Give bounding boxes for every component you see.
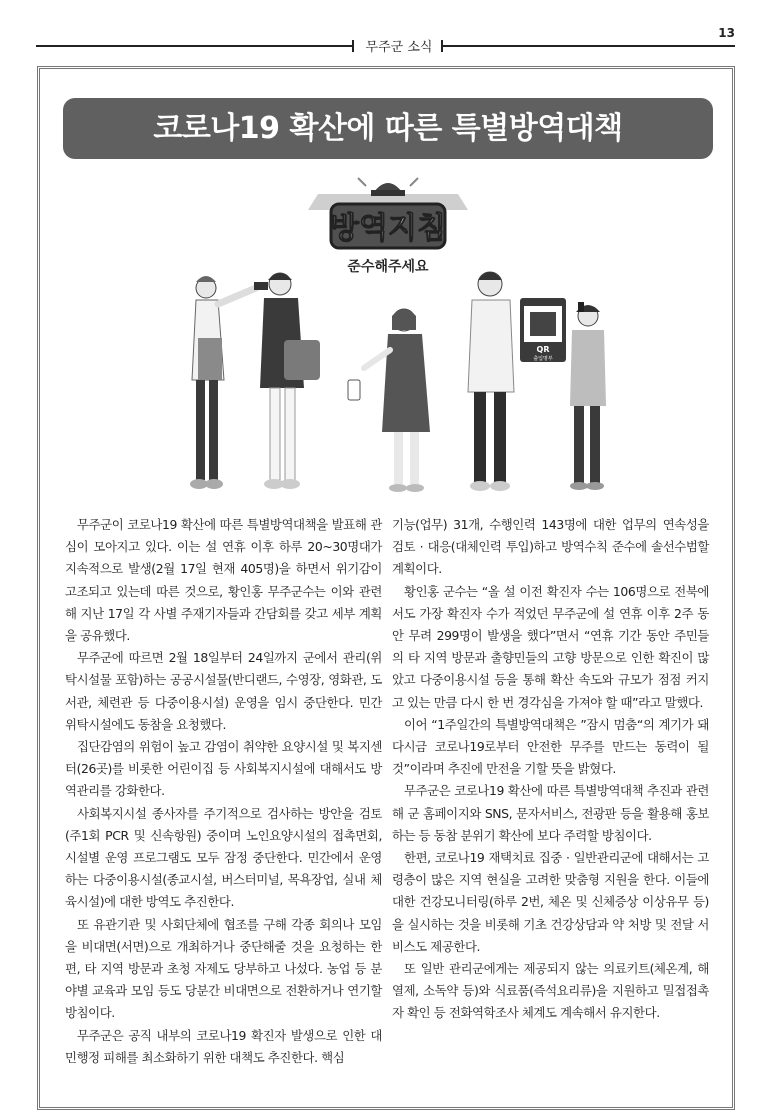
phone-scanning-man-figure xyxy=(570,302,606,490)
qr-code-board xyxy=(520,298,566,362)
article-paragraph: 무주군이 코로나19 확산에 따른 특별방역대책을 발표해 관심이 모아지고 있다. 이는 설 연휴 이후 하루 20~30명대가 지속적으로 발생(2월 17일 현재 405명)을 하면서 위기감이 고조되고 있는데 따른 것으로, 황인홍 무주군수는 이와 관련해 지난 17일 각 사별 주재기자들과 간담회를 갖고 세부 계획을 공유했다. xyxy=(65,517,382,644)
sign-sub-text: 준수해주세요 xyxy=(347,259,429,275)
article-paragraph-continued: 기능(업무) 31개, 수행인력 143명에 대한 업무의 연속성을 검토 · 대응(대체인력 투입)하고 방역수칙 준수에 솔선수범할 계획이다. xyxy=(392,517,709,577)
article-paragraph: 사회복지시설 종사자를 주기적으로 검사하는 방안을 검토(주1회 PCR 및 신속항원) 중이며 노인요양시설의 접촉면회, 시설별 운영 프로그램도 모두 잠정 중단한다. 민간에서 운영하는 다중이용시설(종교시설, 버스터미널, 목욕장업, 실내 체육시설)에 대한 방역도 추진한다. xyxy=(65,805,382,910)
article-paragraph: 무주군에 따르면 2월 18일부터 24일까지 군에서 관리(위탁시설물 포함)하는 공공시설물(반디랜드, 수영장, 영화관, 도서관, 체련관 등 다중이용시설) 운영을 임시 중단한다. 민간 위탁시설에도 동참을 요청했다. xyxy=(65,650,382,732)
article-paragraph: 한편, 코로나19 재택치료 집중 · 일반관리군에 대해서는 고령층이 많은 지역 현실을 고려한 맞춤형 지원을 한다. 이들에 대한 건강모니터링(하루 2번, 체온 및 신체증상 이상유무 등)을 실시하는 것을 비롯해 기초 건강상담과 약 처방 및 전달 서비스도 제공한다. xyxy=(392,850,709,954)
visitor-man-figure xyxy=(260,273,320,489)
article-paragraph: 이어 “1주일간의 특별방역대책은 ”잠시 멈춤“의 계기가 돼 다시금 코로나19로부터 안전한 무주를 만드는 동력이 될 것”이라며 추진에 만전을 기할 뜻을 밝혔다. xyxy=(392,716,709,777)
article-paragraph: 또 유관기관 및 사회단체에 협조를 구해 각종 회의나 모임을 비대면(서면)으로 개최하거나 중단해줄 것을 요청하는 한편, 타 지역 방문과 초청 자제도 당부하고 나섰다. 농업 등 분야별 교육과 모임 등도 당분간 비대면으로 전환하거나 연기할 방침이다. xyxy=(65,916,382,1021)
article-column-right xyxy=(392,514,709,1025)
qr-label: QR xyxy=(536,345,550,354)
quarantine-guidelines-illustration xyxy=(168,170,608,502)
article-column-left xyxy=(65,514,382,1069)
header-rule-left xyxy=(36,45,354,47)
header-rule-right xyxy=(443,45,735,47)
visitor-white-shirt-figure xyxy=(468,272,514,491)
article-paragraph: 무주군은 코로나19 확산에 따른 특별방역대책 추진과 관련해 군 홈페이지와 SNS, 문자서비스, 전광판 등을 활용해 홍보하는 등 동참 분위기 확산에 보다 주력할 방침이다. xyxy=(392,783,709,843)
sign-main-text: 방역지침 xyxy=(330,211,446,246)
header-tick-left xyxy=(352,40,354,52)
woman-sanitizer-figure xyxy=(348,309,430,492)
qr-sub-label: 출입명부 xyxy=(533,356,553,362)
section-name: 무주군 소식 xyxy=(365,40,433,55)
qr-code-icon xyxy=(530,312,556,336)
staff-person-figure xyxy=(190,276,268,489)
article-paragraph: 또 일반 관리군에게는 제공되지 않는 의료키트(체온계, 해열제, 소독약 등)와 식료품(즉석요리류)을 지원하고 밀접접촉자 확인 등 전화역학조사 체계도 계속해서 유지한다. xyxy=(392,961,709,1021)
page-number: 13 xyxy=(718,26,735,40)
article-paragraph: 집단감염의 위험이 높고 감염이 취약한 요양시설 및 복지센터(26곳)를 비롯한 어린이집 등 사회복지시설에 대해서도 방역관리를 강화한다. xyxy=(65,739,382,799)
sanitizer-bottle-icon xyxy=(348,380,360,400)
thermometer-icon xyxy=(254,282,268,290)
phone-icon xyxy=(578,302,584,312)
article-title: 코로나19 확산에 따른 특별방역대책 xyxy=(63,98,713,159)
article-paragraph: 무주군은 공직 내부의 코로나19 확진자 발생으로 인한 대민행정 피해를 최소화하기 위한 대책도 추진한다. 핵심 xyxy=(65,1027,382,1065)
article-paragraph: 황인홍 군수는 “올 설 이전 확진자 수는 106명으로 전북에서도 가장 확진자 수가 적었던 무주군에 설 연휴 이후 2주 동안 무려 299명이 발생을 했다”면서 “연휴 기간 동안 주민들의 타 지역 방문과 출향민들의 고향 방문으로 인한 확진이 많았고 다중이용시설 등을 통해 확산 속도와 규모가 점점 커지고 있는 만큼 다시 한 번 경각심을 가져야 할 때”라고 말했다. xyxy=(392,583,709,710)
